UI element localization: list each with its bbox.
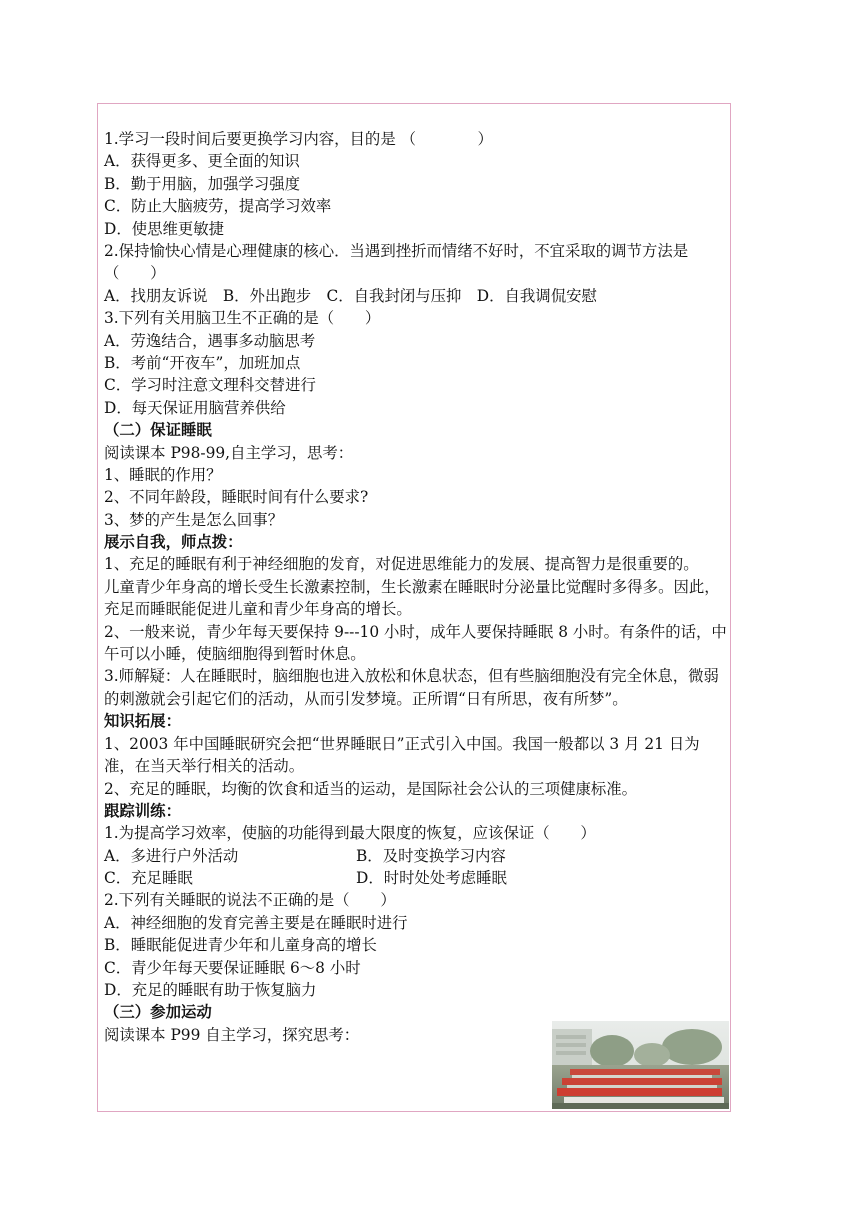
worksheet-content	[104, 128, 728, 1046]
sleep-question-1: 1、睡眠的作用？	[104, 465, 222, 484]
sleep-intro: 阅读课本 P98-99,自主学习，思考：	[104, 443, 354, 462]
ext-paragraph-1: 1、2003 年中国睡眠研究会把“世界睡眠日”正式引入中国。我国一般都以 3 月 21 日为准，在当天举行相关的活动。	[104, 734, 700, 776]
sport-heading: （三）参加运动	[104, 1003, 212, 1022]
quiz1-q3-option-c: C．学习时注意文理科交替进行	[104, 376, 316, 395]
quiz1-q3-option-b: B．考前“开夜车”，加班加点	[104, 353, 301, 372]
sleep-question-2: 2、不同年龄段，睡眠时间有什么要求?	[104, 488, 369, 507]
show-paragraph-4: 3.师解疑：人在睡眠时，脑细胞也进入放松和休息状态，但有些脑细胞没有完全休息，微弱的刺激就会引起它们的活动，从而引发梦境。正所谓“日有所思，夜有所梦”。	[104, 667, 719, 708]
train-q1-option-d: D．时时处处考虑睡眠	[356, 869, 507, 888]
quiz1-q3: 3.下列有关用脑卫生不正确的是（ ）	[104, 309, 381, 328]
train-q2: 2.下列有关睡眠的说法不正确的是（ ）	[104, 891, 396, 910]
sleep-heading: （二）保证睡眠	[104, 421, 212, 440]
show-heading: 展示自我，师点拨：	[104, 533, 243, 552]
train-q2-option-b: B．睡眠能促进青少年和儿童身高的增长	[104, 936, 377, 955]
train-heading: 跟踪训练：	[104, 801, 181, 820]
show-paragraph-2: 儿童青少年身高的增长受生长激素控制，生长激素在睡眠时分泌量比觉醒时多得多。因此，充足而睡眠能促进儿童和青少年身高的增长。	[104, 577, 720, 619]
group-exercise-photo-art	[552, 1021, 729, 1109]
train-q1-option-b: B．及时变换学习内容	[356, 846, 506, 865]
show-paragraph-3: 2、一般来说，青少年每天要保持 9---10 小时，成年人要保持睡眠 8 小时。有条件的话，中午可以小睡，使脑细胞得到暂时休息。	[104, 622, 727, 664]
quiz1-q1: 1.学习一段时间后要更换学习内容，目的是 （ ）	[104, 130, 493, 148]
group-exercise-photo	[552, 1021, 729, 1109]
sport-intro: 阅读课本 P99 自主学习，探究思考：	[104, 1025, 360, 1044]
ext-heading: 知识拓展：	[104, 712, 181, 731]
quiz1-q1-option-a: A．获得更多、更全面的知识	[104, 152, 300, 171]
train-q1: 1.为提高学习效率，使脑的功能得到最大限度的恢复，应该保证（ ）	[104, 824, 596, 843]
train-q1-option-a: A．多进行户外活动	[104, 846, 239, 865]
quiz1-q2: 2.保持愉快心情是心理健康的核心．当遇到挫折而情绪不好时，不宜采取的调节方法是（ ）	[104, 241, 689, 283]
train-q1-option-c: C．充足睡眠	[104, 869, 193, 888]
quiz1-q1-option-b: B．勤于用脑，加强学习强度	[104, 174, 300, 193]
quiz1-q2-options: A．找朋友诉说 B．外出跑步 C．自我封闭与压抑 D．自我调侃安慰	[104, 286, 597, 305]
sleep-question-3: 3、梦的产生是怎么回事？	[104, 510, 284, 529]
ext-paragraph-2: 2、充足的睡眠，均衡的饮食和适当的运动，是国际社会公认的三项健康标准。	[104, 779, 638, 798]
train-q2-option-c: C．青少年每天要保证睡眠 6～8 小时	[104, 958, 361, 977]
train-q1-options-row-2	[104, 867, 728, 889]
quiz1-q1-option-c: C．防止大脑疲劳，提高学习效率	[104, 197, 332, 216]
show-paragraph-1: 1、充足的睡眠有利于神经细胞的发育，对促进思维能力的发展、提高智力是很重要的。	[104, 555, 699, 574]
train-q1-options-row-1	[104, 845, 728, 867]
quiz1-q3-option-d: D．每天保证用脑营养供给	[104, 398, 286, 417]
quiz1-q3-option-a: A．劳逸结合，遇事多动脑思考	[104, 331, 316, 350]
train-q2-option-d: D．充足的睡眠有助于恢复脑力	[104, 981, 317, 1000]
train-q2-option-a: A．神经细胞的发育完善主要是在睡眠时进行	[104, 913, 408, 932]
quiz1-q1-option-d: D．使思维更敏捷	[104, 219, 225, 238]
